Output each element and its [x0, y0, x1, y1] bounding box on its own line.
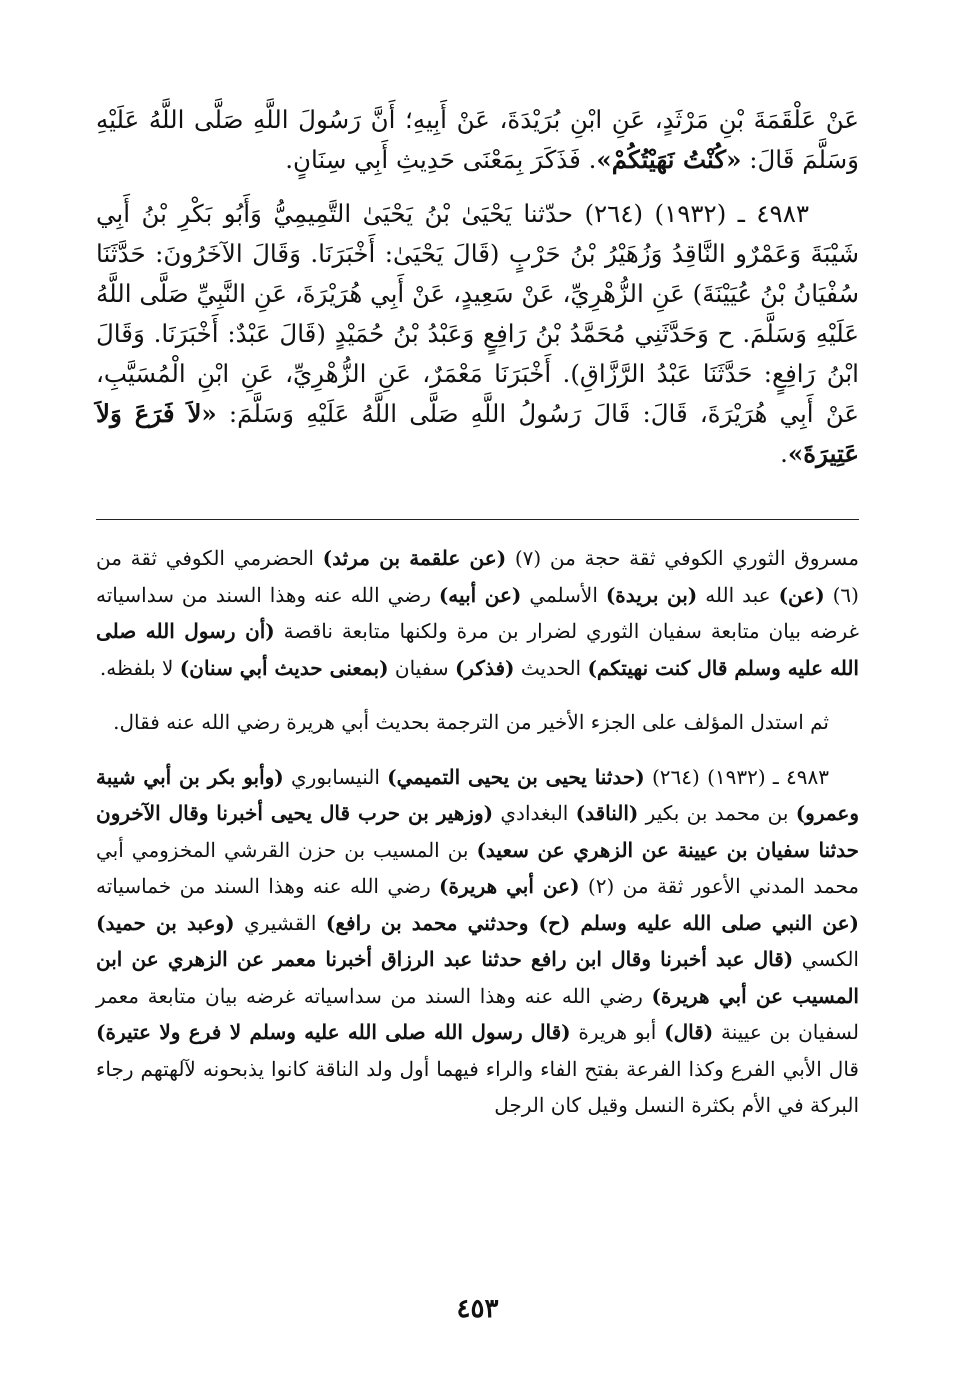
commentary-quoted-text: (بن بريدة) [605, 582, 698, 607]
commentary-paragraph-2 [96, 704, 859, 741]
commentary-text-segment: الأسلمي [521, 582, 606, 607]
commentary-text-segment: أبو هريرة [570, 1020, 665, 1044]
commentary-quoted-text: (عن أبيه) [438, 582, 522, 607]
commentary-quoted-text: (وزهير بن حرب قال يحيى أخبرنا وقال الآخرون حدثنا سفيان بن عيينة عن الزهري عن سعيد) [96, 801, 859, 862]
prophetic-quote: «لاَ فَرَعَ وَلاَ عَتِيرَةَ» [96, 399, 859, 468]
commentary-paragraph-1 [96, 540, 859, 686]
commentary-quoted-text: (قال رسول الله صلى الله عليه وسلم لا فرع ولا عتيرة) [96, 1020, 571, 1044]
commentary-text-segment: الكسي [793, 947, 859, 971]
hadith-text-segment: . فَذَكَرَ بِمَعْنَى حَدِيثِ أَبِي سِنَانٍ. [285, 145, 597, 174]
commentary-quoted-text: (فذكر) [454, 655, 515, 680]
commentary-text-segment: النيسابوري [283, 764, 388, 789]
commentary-text-segment: سفيان [388, 655, 455, 680]
commentary-text-segment: لا بلفظه. [99, 655, 180, 680]
commentary-text-segment: رضي الله عنه وهذا السند من سداسياته غرضه بيان متابعة معمر لسفيان بن عيينة [96, 983, 859, 1044]
commentary-quoted-text: (عن النبي صلى الله عليه وسلم (ح) وحدثني محمد بن رافع) [325, 910, 859, 935]
commentary-quoted-text: (وأبو بكر بن أبي شيبة وعمرو) [96, 764, 860, 825]
commentary-quoted-text: (بمعنى حديث أبي سنان) [179, 655, 389, 680]
commentary-quoted-text: (عن علقمة بن مرثد) [322, 546, 507, 570]
hadith-text-segment: . [780, 439, 788, 468]
commentary-text-segment: رضي الله عنه وهذا السند من سداسياته غرضه بيان متابعة سفيان الثوري لضرار بن مرة ولكنها متابعة ناقصة [96, 582, 859, 643]
hadith-paragraph-2 [96, 194, 859, 474]
commentary-paragraph-3 [96, 759, 859, 1124]
commentary-text-segment: القشيري [234, 910, 326, 935]
prophetic-quote: «كُنْتُ نَهَيْتُكُمْ» [596, 145, 742, 174]
hadith-text-segment: عَنْ عَلْقَمَةَ بْنِ مَرْثَدٍ، عَنِ ابْنِ بُرَيْدَةَ، عَنْ أَبِيهِ؛ أَنَّ رَسُولَ اللَّهِ صَلَّى اللَّهُ عَلَيْهِ وَسَلَّمَ قَالَ: [96, 105, 859, 174]
commentary-text-segment: قال الأبي الفرع وكذا الفرعة بفتح الفاء والراء فيهما أول ولد الناقة كانوا يذبحونه لآلهتهم رجاء البركة في الأم بكثرة النسل وقيل كان الرجل [96, 1056, 859, 1117]
commentary-quoted-text: (الناقد) [575, 801, 639, 825]
commentary-quoted-text: (وعبد بن حميد) [96, 910, 235, 935]
commentary-text-segment: ٤٩٨٣ ـ (١٩٣٢) (٢٦٤) [644, 764, 829, 789]
commentary-text-segment: بن المسيب بن حزن القرشي المخزومي أبي محمد المدني الأعور ثقة من (٢) [96, 837, 859, 898]
commentary-quoted-text: (قال) [664, 1020, 714, 1044]
hadith-text-segment: ٤٩٨٣ ـ (١٩٣٢) (٢٦٤) حدّثنا يَحْيَىٰ بْنُ يَحْيَىٰ التَّمِيمِيُّ وَأَبُو بَكْرِ بْنُ أَبِي شَيْبَةَ وَعَمْرٌو النَّاقِدُ وَزُهَيْرُ بْنُ حَرْبٍ (قَالَ يَحْيَىٰ: أَخْبَرَنَا. وَقَالَ الآخَرُونَ: حَدَّثَنَا سُفْيَانُ بْنُ عُيَيْنَةَ) عَنِ الزُّهْرِيِّ، عَنْ سَعِيدٍ، عَنْ أَبِي هُرَيْرَةَ، عَنِ النَّبِيِّ صَلَّى اللَّهُ عَلَيْهِ وَسَلَّمَ. ح وَحَدَّثَنِي مُحَمَّدُ بْنُ رَافِعٍ وَعَبْدُ بْنُ حُمَيْدٍ (قَالَ عَبْدٌ: أَخْبَرَنَا. وَقَالَ ابْنُ رَافِعٍ: حَدَّثَنَا عَبْدُ الرَّزَّاقِ). أَخْبَرَنَا مَعْمَرٌ، عَنِ الزُّهْرِيِّ، عَنِ ابْنِ الْمُسَيَّبِ، عَنْ أَبِي هُرَيْرَةَ، قَالَ: قَالَ رَسُولُ اللَّهِ صَلَّى اللَّهُ عَلَيْهِ وَسَلَّمَ: [96, 199, 860, 428]
hadith-paragraph-1 [96, 100, 859, 180]
commentary-quoted-text: (عن) [778, 582, 825, 607]
commentary-text-segment: الحديث [514, 655, 588, 680]
commentary-text-segment: مسروق الثوري الكوفي ثقة حجة من (٧) [506, 546, 859, 570]
commentary-quoted-text: (عن أبي هريرة) [439, 874, 580, 898]
commentary-quoted-text: (أن رسول الله صلى الله عليه وسلم قال كنت نهيتكم) [96, 619, 859, 680]
commentary-text-segment: ثم استدل المؤلف على الجزء الأخير من الترجمة بحديث أبي هريرة رضي الله عنه فقال. [113, 710, 829, 734]
commentary-quoted-text: (حدثنا يحيى بن يحيى التميمي) [387, 764, 645, 789]
commentary-quoted-text: (قال عبد أخبرنا وقال ابن رافع حدثنا عبد الرزاق أخبرنا معمر عن الزهري عن ابن المسيب عن أبي هريرة) [96, 947, 859, 1008]
page-number: ٤٥٣ [456, 1294, 499, 1324]
commentary-text-segment: رضي الله عنه وهذا السند من خماسياته [96, 874, 440, 898]
commentary-text-segment: عبد الله [697, 582, 779, 607]
commentary-text-segment: الحضرمي الكوفي ثقة من (٦) [96, 546, 859, 607]
commentary-text-segment: البغدادي [493, 801, 576, 825]
commentary-text-segment: بن محمد بن بكير [638, 801, 796, 825]
commentary-text [96, 540, 859, 1124]
hadith-text [96, 100, 859, 474]
footnote-separator [96, 519, 859, 520]
